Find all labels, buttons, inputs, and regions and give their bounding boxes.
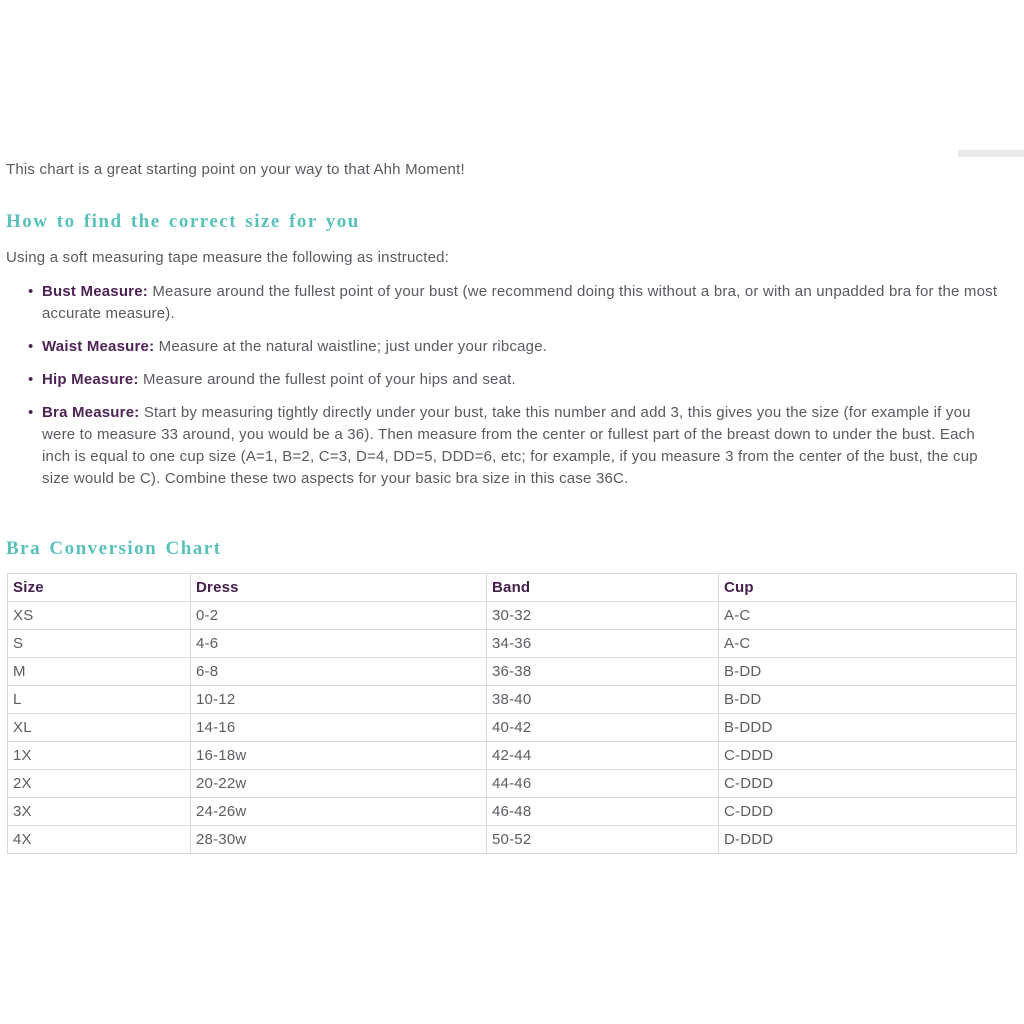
table-cell: C-DDD: [719, 798, 1017, 826]
table-row: [8, 602, 1017, 630]
table-row: [8, 742, 1017, 770]
table-cell: 38-40: [487, 686, 719, 714]
intro-text: This chart is a great starting point on your way to that Ahh Moment!: [6, 161, 465, 178]
table-cell: B-DD: [719, 658, 1017, 686]
table-cell: 28-30w: [191, 826, 487, 854]
measure-text: Start by measuring tightly directly under your bust, take this number and add 3, this gives you the size (for example if you were to measure 33 around, you would be a 36). Then measure from the center or fullest part of the breast down to under the bust. Each inch is equal to one cup size (A=1, B=2, C=3, D=4, DD=5, DDD=6, etc; for example, if you measure 3 from the center of the bust, the cup size would be C). Combine these two aspects for your basic bra size in this case 36C.: [42, 404, 978, 487]
table-cell: 40-42: [487, 714, 719, 742]
table-cell: A-C: [719, 630, 1017, 658]
table-header-row: [8, 574, 1017, 602]
table-cell: 10-12: [191, 686, 487, 714]
measure-list-item: [6, 281, 1004, 325]
table-cell: 24-26w: [191, 798, 487, 826]
table-row: [8, 798, 1017, 826]
measure-list: [6, 281, 1010, 490]
table-header-cell: Size: [8, 574, 191, 602]
measure-list-item: [6, 369, 1004, 391]
table-cell: 16-18w: [191, 742, 487, 770]
measure-label: Hip Measure:: [42, 371, 139, 388]
table-cell: B-DD: [719, 686, 1017, 714]
table-cell: 44-46: [487, 770, 719, 798]
table-cell: M: [8, 658, 191, 686]
table-cell: 4-6: [191, 630, 487, 658]
horizontal-scrollbar-thumb[interactable]: [958, 150, 1024, 157]
table-cell: 14-16: [191, 714, 487, 742]
lead-text: Using a soft measuring tape measure the following as instructed:: [6, 249, 450, 266]
table-cell: 4X: [8, 826, 191, 854]
table-header-cell: Cup: [719, 574, 1017, 602]
table-row: [8, 714, 1017, 742]
how-to-heading: How to find the correct size for you: [6, 211, 360, 232]
table-cell: 0-2: [191, 602, 487, 630]
table-row: [8, 630, 1017, 658]
table-cell: 42-44: [487, 742, 719, 770]
table-cell: XL: [8, 714, 191, 742]
table-cell: B-DDD: [719, 714, 1017, 742]
table-cell: A-C: [719, 602, 1017, 630]
measure-text: Measure around the fullest point of your hips and seat.: [138, 371, 516, 388]
table-header-cell: Band: [487, 574, 719, 602]
table-row: [8, 686, 1017, 714]
table-cell: 2X: [8, 770, 191, 798]
measure-text: Measure at the natural waistline; just under your ribcage.: [154, 338, 548, 355]
table-cell: 34-36: [487, 630, 719, 658]
measure-label: Bra Measure:: [42, 404, 140, 421]
table-cell: 46-48: [487, 798, 719, 826]
table-cell: S: [8, 630, 191, 658]
table-cell: 3X: [8, 798, 191, 826]
table-cell: 1X: [8, 742, 191, 770]
measure-label: Bust Measure:: [42, 283, 148, 300]
table-cell: C-DDD: [719, 770, 1017, 798]
table-cell: 36-38: [487, 658, 719, 686]
table-row: [8, 770, 1017, 798]
table-cell: 50-52: [487, 826, 719, 854]
bra-conversion-table: [7, 573, 1017, 854]
table-cell: C-DDD: [719, 742, 1017, 770]
table-row: [8, 658, 1017, 686]
measure-list-item: [6, 336, 1004, 358]
table-cell: 20-22w: [191, 770, 487, 798]
table-row: [8, 826, 1017, 854]
table-cell: 6-8: [191, 658, 487, 686]
table-cell: D-DDD: [719, 826, 1017, 854]
measure-text: Measure around the fullest point of your bust (we recommend doing this without a bra, or with an unpadded bra for the most accurate measure).: [42, 283, 998, 322]
table-header-cell: Dress: [191, 574, 487, 602]
table-cell: L: [8, 686, 191, 714]
table-cell: 30-32: [487, 602, 719, 630]
table-cell: XS: [8, 602, 191, 630]
conversion-chart-heading: Bra Conversion Chart: [6, 538, 222, 559]
measure-list-item: [6, 402, 1004, 490]
measure-label: Waist Measure:: [42, 338, 155, 355]
